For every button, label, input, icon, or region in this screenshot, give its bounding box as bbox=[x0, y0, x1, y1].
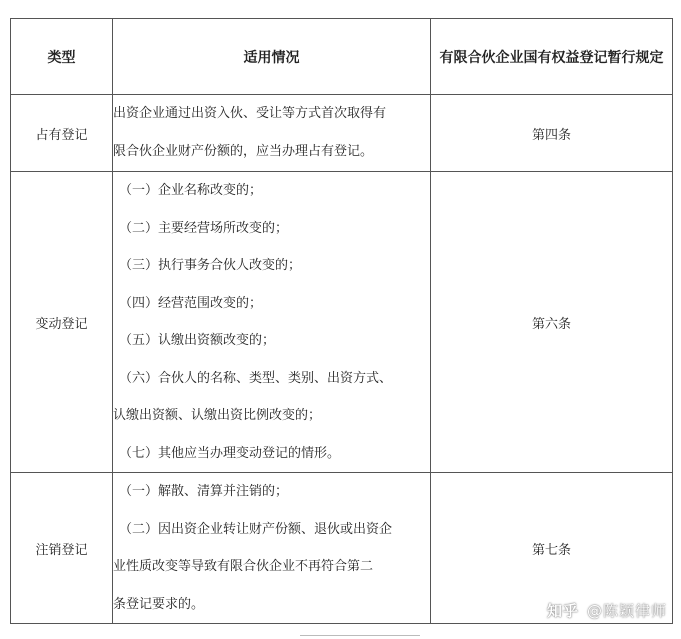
condition-line: （三）执行事务合伙人改变的； bbox=[119, 258, 302, 273]
watermark-brand: 知乎 bbox=[546, 602, 579, 620]
header-row bbox=[11, 19, 673, 95]
next-table-edge bbox=[300, 635, 420, 639]
condition-line: （四）经营范围改变的； bbox=[119, 295, 263, 311]
condition-line: 限合伙企业财产份额的，应当办理占有登记。 bbox=[113, 143, 374, 159]
row-type: 注销登记 bbox=[11, 473, 113, 624]
table-row-change bbox=[11, 172, 673, 473]
row-type: 变动登记 bbox=[11, 172, 113, 473]
watermark-author: @陈颖律师 bbox=[586, 602, 667, 620]
condition-line: 出资企业通过出资入伙、受让等方式首次取得有 bbox=[113, 106, 387, 121]
row-condition bbox=[113, 473, 431, 624]
row-article: 第七条 bbox=[431, 473, 673, 624]
condition-line: （七）其他应当办理变动登记的情形。 bbox=[119, 445, 341, 461]
condition-line: 业性质改变等导致有限合伙企业不再符合第二 bbox=[113, 559, 374, 574]
header-law-text: 有限合伙企业国有权益登记暂行规定 bbox=[439, 50, 664, 66]
condition-line: （二）主要经营场所改变的； bbox=[119, 220, 289, 236]
header-type: 类型 bbox=[11, 19, 113, 95]
condition-line: （五）认缴出资额改变的； bbox=[119, 333, 276, 348]
header-law bbox=[431, 19, 673, 95]
row-condition bbox=[113, 172, 431, 473]
registration-table bbox=[10, 18, 673, 624]
row-article: 第六条 bbox=[431, 172, 673, 473]
row-article: 第四条 bbox=[431, 95, 673, 172]
condition-line: （六）合伙人的名称、类型、类别、出资方式、 bbox=[119, 370, 393, 386]
condition-line: 认缴出资额、认缴出资比例改变的； bbox=[113, 408, 322, 423]
condition-line: （一）解散、清算并注销的； bbox=[119, 484, 289, 499]
table-row-occupancy bbox=[11, 95, 673, 172]
condition-line: 条登记要求的。 bbox=[113, 596, 205, 612]
header-condition: 适用情况 bbox=[113, 19, 431, 95]
row-condition bbox=[113, 95, 431, 172]
condition-line: （二）因出资企业转让财产份额、退伙或出资企 bbox=[119, 521, 393, 537]
condition-line: （一）企业名称改变的； bbox=[119, 183, 263, 198]
zhihu-watermark bbox=[547, 600, 667, 621]
row-type: 占有登记 bbox=[11, 95, 113, 172]
